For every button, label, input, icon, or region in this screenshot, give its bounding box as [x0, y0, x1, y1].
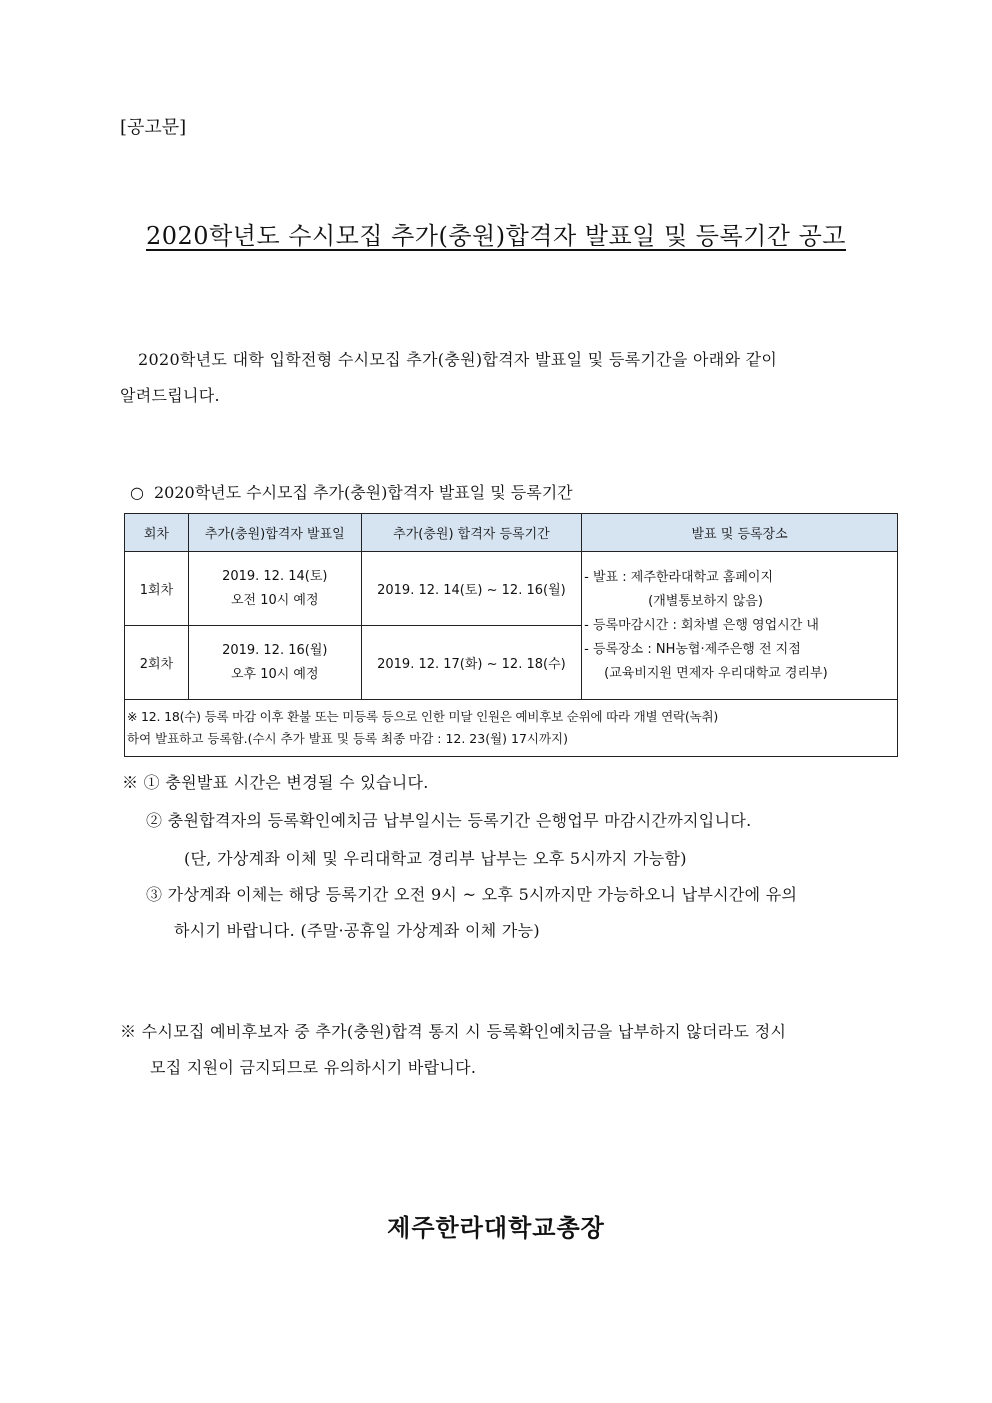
intro-line-1: 2020학년도 대학 입학전형 수시모집 추가(충원)합격자 발표일 및 등록기간을 아래와 같이 — [138, 350, 778, 369]
intro-line-2: 알려드립니다. — [120, 386, 220, 405]
table-header-row — [125, 514, 898, 552]
remark-4: ③ 가상계좌 이체는 해당 등록기간 오전 9시 ~ 오후 5시까지만 가능하오니 납부시간에 유의 — [146, 885, 798, 904]
venue-line-4: - 등록장소 : NH농협·제주은행 전 지점 — [584, 641, 801, 657]
header-registration-period: 추가(충원) 합격자 등록기간 — [361, 514, 582, 552]
intro-paragraph — [120, 342, 895, 414]
table-note-row — [125, 700, 898, 757]
page-title: 2020학년도 수시모집 추가(충원)합격자 발표일 및 등록기간 공고 — [146, 222, 846, 250]
caution-paragraph — [120, 1014, 896, 1086]
section-heading-text: 2020학년도 수시모집 추가(충원)합격자 발표일 및 등록기간 — [153, 483, 573, 502]
registration-period-cell: 2019. 12. 17(화) ~ 12. 18(수) — [361, 626, 582, 700]
note-line-1: ※ 12. 18(수) 등록 마감 이후 환불 또는 미등록 등으로 인한 미달 인원은 예비후보 순위에 따라 개별 연락(녹취) — [127, 709, 719, 724]
remark-3: (단, 가상계좌 이체 및 우리대학교 경리부 납부는 오후 5시까지 가능함) — [184, 849, 687, 868]
schedule-table — [124, 513, 898, 757]
venue-line-3: - 등록마감시간 : 회차별 은행 영업시간 내 — [584, 617, 819, 633]
caution-line-1: ※ 수시모집 예비후보자 중 추가(충원)합격 통지 시 등록확인예치금을 납부하지 않더라도 정시 — [120, 1022, 787, 1041]
venue-cell — [582, 552, 898, 700]
notice-tag: [공고문] — [120, 117, 187, 138]
remark-1: ※ ① 충원발표 시간은 변경될 수 있습니다. — [122, 773, 429, 792]
venue-line-2: (개별통보하지 않음) — [648, 593, 763, 609]
remark-5: 하시기 바랍니다. (주말·공휴일 가상계좌 이체 가능) — [174, 921, 540, 940]
circle-bullet-icon: ○ — [130, 483, 144, 502]
venue-line-1: - 발표 : 제주한라대학교 홈페이지 — [584, 569, 774, 585]
registration-period-cell: 2019. 12. 14(토) ~ 12. 16(월) — [361, 552, 582, 626]
announce-date: 2019. 12. 16(월) — [222, 642, 328, 658]
venue-line-5: (교육비지원 면제자 우리대학교 경리부) — [604, 665, 828, 681]
announce-time: 오후 10시 예정 — [230, 666, 319, 682]
caution-line-2: 모집 지원이 금지되므로 유의하시기 바랍니다. — [150, 1058, 477, 1077]
table-note — [125, 700, 898, 757]
announce-time: 오전 10시 예정 — [230, 592, 319, 608]
header-venue: 발표 및 등록장소 — [582, 514, 898, 552]
section-heading — [130, 480, 573, 503]
announce-date-cell — [188, 552, 361, 626]
header-round: 회차 — [125, 514, 189, 552]
header-announce-date: 추가(충원)합격자 발표일 — [188, 514, 361, 552]
round-cell: 2회차 — [125, 626, 189, 700]
note-line-2: 하여 발표하고 등록함.(수시 추가 발표 및 등록 최종 마감 : 12. 23(월) 17시까지) — [127, 731, 569, 746]
announce-date-cell — [188, 626, 361, 700]
round-cell: 1회차 — [125, 552, 189, 626]
signature: 제주한라대학교총장 — [387, 1213, 605, 1242]
table-row — [125, 552, 898, 626]
announce-date: 2019. 12. 14(토) — [222, 568, 328, 584]
remark-2: ② 충원합격자의 등록확인예치금 납부일시는 등록기간 은행업무 마감시간까지입니다. — [146, 811, 752, 830]
